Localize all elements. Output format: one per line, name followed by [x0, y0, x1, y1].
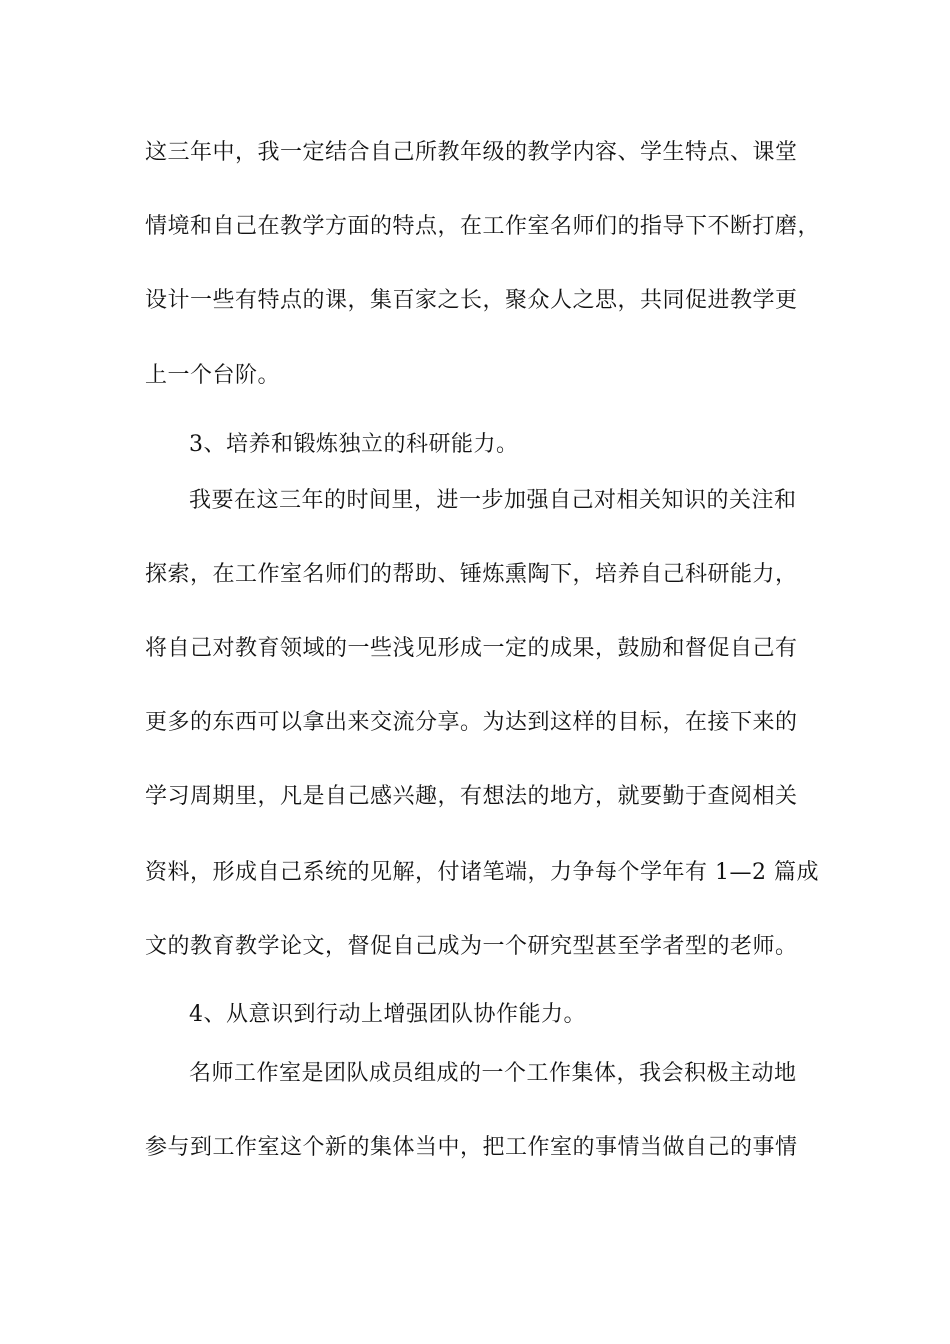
- paragraph-start-line-2: 名师工作室是团队成员组成的一个工作集体，我会积极主动地: [189, 1061, 797, 1086]
- body-text-line-1: 这三年中，我一定结合自己所教年级的教学内容、学生特点、课堂: [145, 140, 798, 165]
- body-text-line-12: 文的教育教学论文，督促自己成为一个研究型甚至学者型的老师。: [145, 934, 798, 959]
- section-heading-3: 3、培养和锻炼独立的科研能力。: [189, 432, 519, 457]
- body-text-line-4: 上一个台阶。: [145, 363, 281, 388]
- paragraph-start-line: 我要在这三年的时间里，进一步加强自己对相关知识的关注和: [189, 488, 797, 513]
- body-text-line-10: 学习周期里，凡是自己感兴趣，有想法的地方，就要勤于查阅相关: [145, 784, 798, 809]
- body-text-line-8: 将自己对教育领域的一些浅见形成一定的成果，鼓励和督促自己有: [145, 636, 798, 661]
- section-heading-4: 4、从意识到行动上增强团队协作能力。: [189, 1002, 586, 1027]
- body-text-line-3: 设计一些有特点的课，集百家之长，聚众人之思，共同促进教学更: [145, 288, 798, 313]
- body-text-line-9: 更多的东西可以拿出来交流分享。为达到这样的目标，在接下来的: [145, 710, 798, 735]
- body-text-line-7: 探索，在工作室名师们的帮助、锤炼熏陶下，培养自己科研能力，: [145, 562, 798, 587]
- body-text-line-15: 参与到工作室这个新的集体当中，把工作室的事情当做自己的事情: [145, 1135, 798, 1160]
- body-text-line-11: 资料，形成自己系统的见解，付诸笔端，力争每个学年有 1—2 篇成: [145, 860, 819, 885]
- body-text-line-2: 情境和自己在教学方面的特点，在工作室名师们的指导下不断打磨，: [145, 214, 821, 239]
